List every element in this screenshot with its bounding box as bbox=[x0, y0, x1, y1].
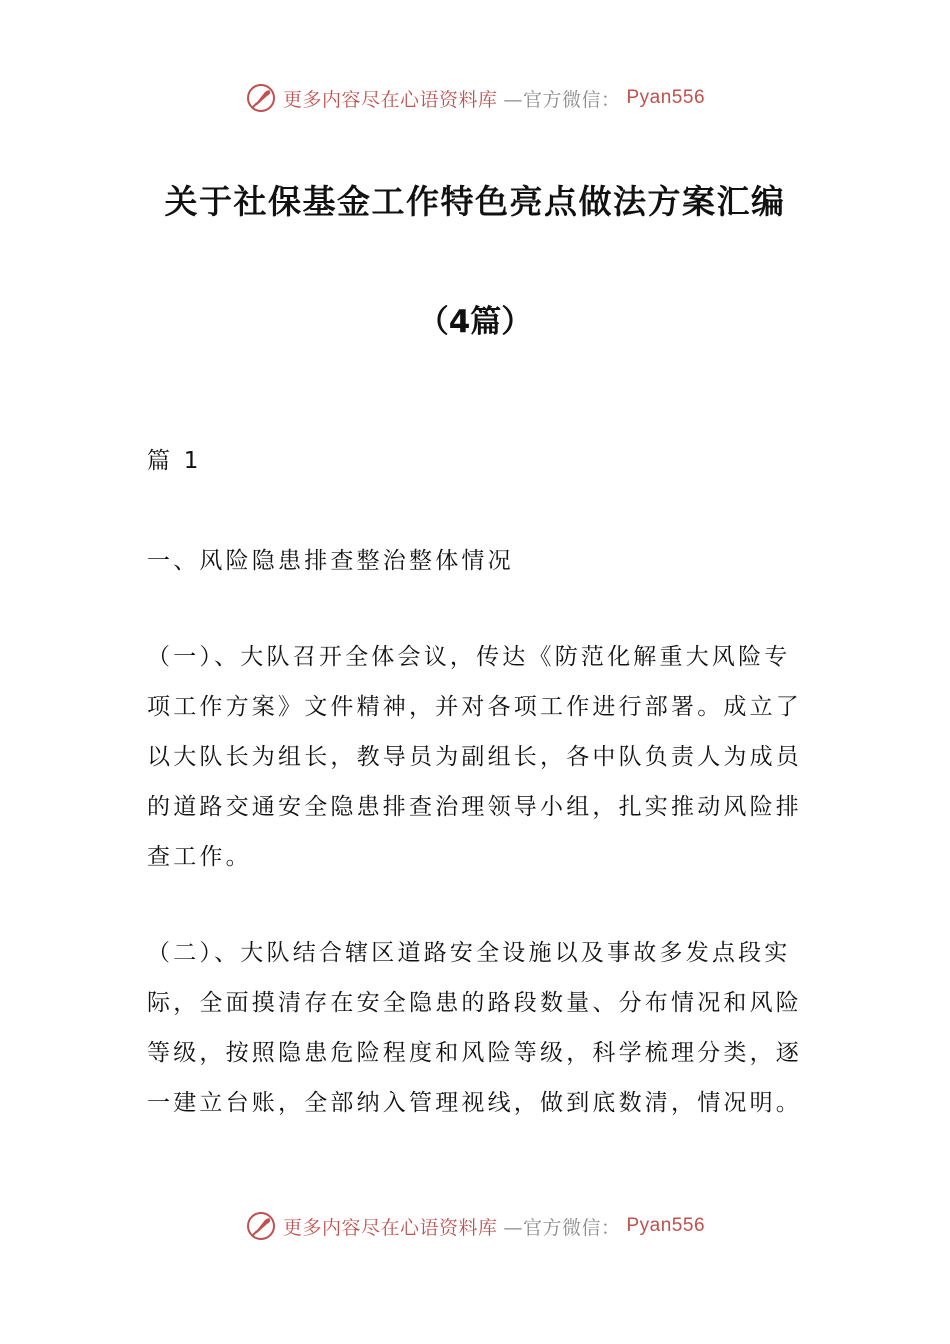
document-subtitle: （4篇） bbox=[417, 304, 533, 340]
watermark-sub-text: —官方微信： bbox=[503, 88, 621, 111]
watermark-sub-text: —官方微信： bbox=[503, 1216, 621, 1239]
watermark-main-text: 更多内容尽在心语资料库 bbox=[282, 88, 498, 111]
quill-pen-icon bbox=[245, 82, 277, 114]
footer-watermark bbox=[0, 1210, 950, 1242]
watermark-handle: Pyan556 bbox=[626, 87, 706, 108]
watermark-handle: Pyan556 bbox=[626, 1215, 706, 1236]
paragraph: （二）、大队结合辖区道路安全设施以及事故多发点段实际，全面摸清存在安全隐患的路段数量、分布情况和风险等级，按照隐患危险程度和风险等级，科学梳理分类，逐一建立台账，全部纳入管理视线，做到底数清，情况明。 bbox=[147, 940, 802, 1116]
section-label: 篇 1 bbox=[147, 448, 202, 474]
section-heading: 一、风险隐患排查整治整体情况 bbox=[147, 548, 514, 574]
paragraph: （一）、大队召开全体会议，传达《防范化解重大风险专项工作方案》文件精神，并对各项工作进行部署。成立了以大队长为组长，教导员为副组长，各中队负责人为成员的道路交通安全隐患排查治理领导小组，扎实推动风险排查工作。 bbox=[147, 644, 802, 870]
document-title: 关于社保基金工作特色亮点做法方案汇编 bbox=[164, 182, 786, 221]
quill-pen-icon bbox=[245, 1210, 277, 1242]
watermark-main-text: 更多内容尽在心语资料库 bbox=[282, 1216, 498, 1239]
header-watermark bbox=[0, 82, 950, 114]
